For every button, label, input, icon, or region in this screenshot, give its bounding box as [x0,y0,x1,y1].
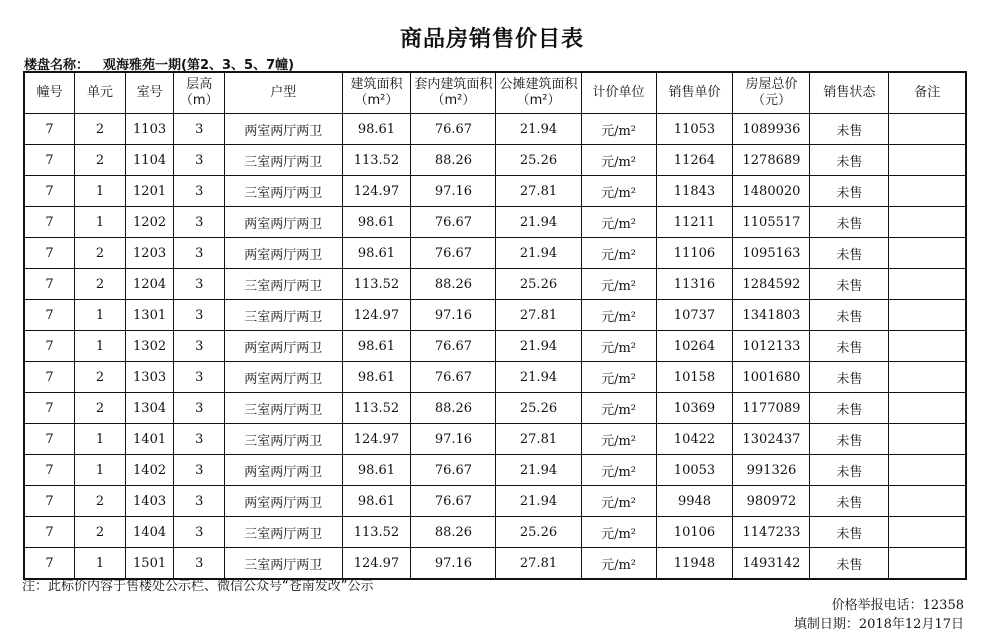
table-cell: 97.16 [411,300,496,331]
table-cell: 88.26 [411,517,496,548]
table-cell: 1304 [125,393,174,424]
table-row [24,424,966,455]
table-cell: 27.81 [496,176,581,207]
table-cell: 1493142 [733,548,810,580]
table-cell: 元/m² [581,207,656,238]
table-cell: 21.94 [496,486,581,517]
table-cell: 76.67 [411,114,496,145]
table-cell: 三室两厅两卫 [225,424,342,455]
table-cell [889,393,966,424]
table-cell [889,269,966,300]
table-cell [889,207,966,238]
table-cell: 113.52 [342,517,411,548]
header-cell: 销售单价 [656,72,733,114]
table-cell: 元/m² [581,238,656,269]
table-cell [889,486,966,517]
table-cell: 27.81 [496,300,581,331]
table-cell: 27.81 [496,424,581,455]
table-cell: 1103 [125,114,174,145]
table-cell: 21.94 [496,238,581,269]
table-cell: 元/m² [581,393,656,424]
table-cell: 25.26 [496,517,581,548]
table-cell: 98.61 [342,114,411,145]
table-cell: 元/m² [581,114,656,145]
table-row [24,362,966,393]
table-cell: 76.67 [411,207,496,238]
table-cell: 三室两厅两卫 [225,300,342,331]
table-cell: 未售 [810,300,889,331]
table-cell: 7 [24,207,75,238]
table-cell: 1001680 [733,362,810,393]
table-cell: 两室两厅两卫 [225,238,342,269]
table-cell: 10053 [656,455,733,486]
table-cell: 元/m² [581,362,656,393]
table-cell [889,362,966,393]
table-row [24,486,966,517]
table-cell: 1 [75,548,126,580]
table-cell: 三室两厅两卫 [225,548,342,580]
table-cell: 1147233 [733,517,810,548]
table-cell [889,548,966,580]
table-cell: 76.67 [411,362,496,393]
table-cell: 未售 [810,455,889,486]
table-cell: 97.16 [411,424,496,455]
table-cell: 11843 [656,176,733,207]
table-row [24,238,966,269]
table-cell [889,145,966,176]
table-row [24,176,966,207]
table-cell: 2 [75,393,126,424]
table-cell: 元/m² [581,455,656,486]
table-cell: 元/m² [581,269,656,300]
table-cell: 未售 [810,145,889,176]
table-cell: 88.26 [411,269,496,300]
table-cell: 1 [75,331,126,362]
table-cell: 991326 [733,455,810,486]
table-cell: 1341803 [733,300,810,331]
table-cell: 124.97 [342,300,411,331]
table-cell: 1404 [125,517,174,548]
table-cell: 1302437 [733,424,810,455]
table-cell: 1302 [125,331,174,362]
header-cell: 层高（m） [174,72,225,114]
table-cell: 2 [75,486,126,517]
table-cell: 元/m² [581,145,656,176]
table-cell: 1012133 [733,331,810,362]
table-cell: 未售 [810,331,889,362]
table-cell: 两室两厅两卫 [225,114,342,145]
table-cell: 3 [174,269,225,300]
table-cell: 7 [24,548,75,580]
table-cell: 1403 [125,486,174,517]
table-cell: 98.61 [342,455,411,486]
table-cell: 三室两厅两卫 [225,176,342,207]
table-cell: 三室两厅两卫 [225,393,342,424]
table-cell: 1284592 [733,269,810,300]
table-cell: 3 [174,548,225,580]
project-label: 楼盘名称： [24,58,90,73]
table-cell: 未售 [810,393,889,424]
table-cell: 1 [75,207,126,238]
table-cell: 两室两厅两卫 [225,486,342,517]
table-cell: 76.67 [411,486,496,517]
table-cell: 7 [24,238,75,269]
table-cell: 3 [174,114,225,145]
table-cell [889,331,966,362]
table-cell: 1 [75,455,126,486]
table-cell: 未售 [810,269,889,300]
page-title: 商品房销售价目表 [399,27,584,52]
table-cell: 113.52 [342,145,411,176]
table-cell: 3 [174,176,225,207]
table-cell: 76.67 [411,455,496,486]
table-cell: 未售 [810,517,889,548]
table-cell: 1303 [125,362,174,393]
table-cell: 98.61 [342,207,411,238]
table-cell: 两室两厅两卫 [225,207,342,238]
header-cell: 公摊建筑面积（m²） [496,72,581,114]
table-cell: 10422 [656,424,733,455]
table-cell: 10264 [656,331,733,362]
table-cell: 124.97 [342,176,411,207]
table-cell: 76.67 [411,238,496,269]
table-cell: 11053 [656,114,733,145]
table-cell: 9948 [656,486,733,517]
table-cell: 21.94 [496,114,581,145]
header-cell: 建筑面积（m²） [342,72,411,114]
table-cell: 21.94 [496,207,581,238]
table-cell: 2 [75,269,126,300]
header-cell: 销售状态 [810,72,889,114]
table-cell: 未售 [810,238,889,269]
table-cell: 7 [24,455,75,486]
table-cell: 未售 [810,176,889,207]
table-cell: 11264 [656,145,733,176]
table-cell: 7 [24,393,75,424]
table-cell: 11106 [656,238,733,269]
table-cell: 未售 [810,486,889,517]
header-cell: 计价单位 [581,72,656,114]
table-cell: 25.26 [496,145,581,176]
price-report-hotline: 价格举报电话：12358 [831,598,964,613]
table-cell [889,300,966,331]
table-cell [889,517,966,548]
table-cell: 两室两厅两卫 [225,362,342,393]
table-cell: 27.81 [496,548,581,580]
table-cell: 1089936 [733,114,810,145]
table-body [24,114,966,580]
table-cell: 元/m² [581,424,656,455]
fill-date: 填制日期：2018年12月17日 [793,617,964,632]
table-cell: 3 [174,207,225,238]
table-cell: 88.26 [411,393,496,424]
table-cell: 98.61 [342,238,411,269]
table-cell: 25.26 [496,269,581,300]
table-cell: 3 [174,145,225,176]
table-cell: 88.26 [411,145,496,176]
table-cell: 76.67 [411,331,496,362]
table-cell: 元/m² [581,548,656,580]
table-row [24,145,966,176]
table-cell: 1 [75,424,126,455]
table-row [24,517,966,548]
table-cell: 未售 [810,207,889,238]
table-cell: 3 [174,331,225,362]
table-cell: 2 [75,362,126,393]
table-cell: 未售 [810,114,889,145]
table-cell: 1402 [125,455,174,486]
table-cell: 124.97 [342,424,411,455]
table-cell: 98.61 [342,362,411,393]
table-cell: 25.26 [496,393,581,424]
table-cell: 113.52 [342,393,411,424]
table-cell: 21.94 [496,455,581,486]
table-cell: 1203 [125,238,174,269]
table-cell: 1 [75,300,126,331]
table-cell: 10106 [656,517,733,548]
header-cell: 户型 [225,72,342,114]
table-cell: 97.16 [411,548,496,580]
table-cell: 11211 [656,207,733,238]
table-cell [889,176,966,207]
table-cell: 元/m² [581,331,656,362]
table-cell: 元/m² [581,176,656,207]
table-cell: 7 [24,331,75,362]
table-cell: 2 [75,517,126,548]
table-cell: 11316 [656,269,733,300]
table-cell: 1401 [125,424,174,455]
table-cell: 11948 [656,548,733,580]
table-cell: 1204 [125,269,174,300]
table-cell: 三室两厅两卫 [225,269,342,300]
table-cell: 10158 [656,362,733,393]
table-cell: 1 [75,176,126,207]
table-row [24,455,966,486]
table-cell [889,455,966,486]
table-cell [889,424,966,455]
table-cell: 3 [174,362,225,393]
table-cell: 98.61 [342,331,411,362]
header-cell: 单元 [75,72,126,114]
table-row [24,393,966,424]
table-cell: 2 [75,114,126,145]
price-table [23,71,967,580]
table-cell: 1301 [125,300,174,331]
table-row [24,114,966,145]
table-cell [889,114,966,145]
table-cell: 21.94 [496,331,581,362]
header-cell: 房屋总价（元） [733,72,810,114]
table-cell: 97.16 [411,176,496,207]
table-cell: 98.61 [342,486,411,517]
table-cell: 21.94 [496,362,581,393]
table-cell: 元/m² [581,517,656,548]
table-cell: 2 [75,145,126,176]
table-cell: 1480020 [733,176,810,207]
table-cell: 1202 [125,207,174,238]
table-cell: 2 [75,238,126,269]
table-header-row [24,72,966,114]
table-row [24,207,966,238]
table-cell: 7 [24,269,75,300]
table-cell: 1501 [125,548,174,580]
table-cell: 7 [24,145,75,176]
table-cell: 3 [174,486,225,517]
table-cell: 两室两厅两卫 [225,331,342,362]
table-cell: 7 [24,424,75,455]
header-cell: 备注 [889,72,966,114]
table-cell: 10737 [656,300,733,331]
table-cell: 3 [174,393,225,424]
table-cell: 1105517 [733,207,810,238]
table-row [24,269,966,300]
table-cell: 980972 [733,486,810,517]
table-cell [889,238,966,269]
table-row [24,331,966,362]
table-cell: 1095163 [733,238,810,269]
table-cell: 3 [174,238,225,269]
table-cell: 元/m² [581,300,656,331]
table-cell: 7 [24,114,75,145]
table-cell: 1177089 [733,393,810,424]
table-cell: 元/m² [581,486,656,517]
table-cell: 124.97 [342,548,411,580]
table-cell: 三室两厅两卫 [225,145,342,176]
header-cell: 套内建筑面积（m²） [411,72,496,114]
header-cell: 室号 [125,72,174,114]
table-cell: 3 [174,517,225,548]
table-cell: 7 [24,362,75,393]
table-cell: 7 [24,176,75,207]
table-cell: 7 [24,517,75,548]
header-cell: 幢号 [24,72,75,114]
table-cell: 未售 [810,424,889,455]
table-cell: 1201 [125,176,174,207]
project-name: 观海雅苑一期(第2、3、5、7幢) [103,58,295,73]
table-cell: 7 [24,486,75,517]
table-cell: 7 [24,300,75,331]
table-cell: 未售 [810,362,889,393]
table-cell: 1278689 [733,145,810,176]
table-cell: 113.52 [342,269,411,300]
table-cell: 1104 [125,145,174,176]
table-row [24,300,966,331]
footnote: 注：此标价内容于售楼处公示栏、微信公众号“苍南发改”公示 [22,579,374,594]
table-cell: 3 [174,424,225,455]
table-cell: 三室两厅两卫 [225,517,342,548]
table-cell: 3 [174,455,225,486]
table-cell: 未售 [810,548,889,580]
table-cell: 3 [174,300,225,331]
table-cell: 两室两厅两卫 [225,455,342,486]
table-cell: 10369 [656,393,733,424]
